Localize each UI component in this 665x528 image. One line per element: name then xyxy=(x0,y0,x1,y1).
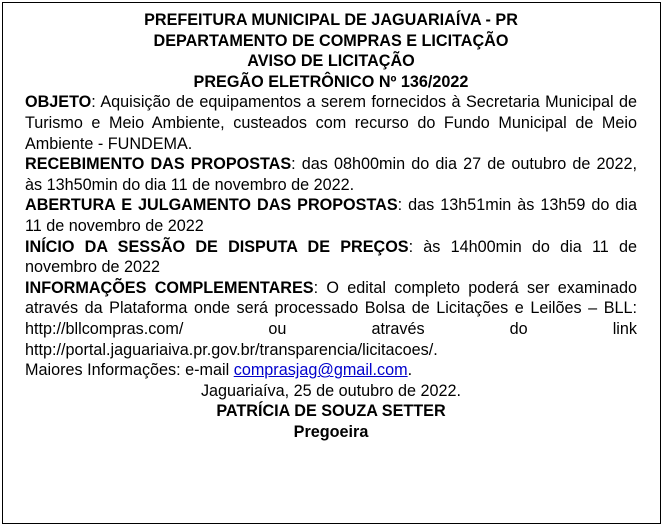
info-paragraph xyxy=(25,278,637,381)
recebimento-paragraph xyxy=(25,154,637,195)
info-label: INFORMAÇÕES COMPLEMENTARES xyxy=(25,278,314,297)
signer-role: Pregoeira xyxy=(293,422,369,441)
objeto-paragraph xyxy=(25,92,637,154)
inicio-label: INÍCIO DA SESSÃO DE DISPUTA DE PREÇOS xyxy=(25,237,409,256)
inicio-paragraph xyxy=(25,237,637,278)
maiores-prefix: Maiores Informações: e-mail xyxy=(25,361,234,380)
header-notice-type: AVISO DE LICITAÇÃO xyxy=(247,52,415,71)
inicio-text: : às 14h00min do dia 11 de novembro de 2022 xyxy=(25,237,637,277)
abertura-label: ABERTURA E JULGAMENTO DAS PROPOSTAS xyxy=(25,196,398,215)
abertura-paragraph xyxy=(25,195,637,236)
email-link[interactable]: comprasjag@gmail.com xyxy=(233,361,408,380)
recebimento-text: : das 08h00min do dia 27 de outubro de 2022, às 13h50min do dia 11 de novembro de 2022. xyxy=(25,155,637,194)
objeto-text: : Aquisição de equipamentos a serem fornecidos à Secretaria Municipal de Turismo e Meio Ambiente, custeados com recurso do Fundo Municipal de Meio Ambiente - FUNDEMA. xyxy=(25,93,637,153)
header-auction-number: PREGÃO ELETRÔNICO Nº 136/2022 xyxy=(193,72,469,91)
signer-name: PATRÍCIA DE SOUZA SETTER xyxy=(216,402,446,421)
recebimento-label: RECEBIMENTO DAS PROPOSTAS xyxy=(25,155,292,174)
header-department: DEPARTAMENTO DE COMPRAS E LICITAÇÃO xyxy=(153,31,509,50)
header-municipality: PREFEITURA MUNICIPAL DE JAGUARIAÍVA - PR xyxy=(144,11,518,29)
notice-date: Jaguariaíva, 25 de outubro de 2022. xyxy=(200,381,462,400)
maiores-suffix: . xyxy=(407,361,413,380)
licitation-notice xyxy=(2,2,661,524)
objeto-label: OBJETO xyxy=(25,93,92,112)
info-text: : O edital completo poderá ser examinado através da Plataforma onde será processado Bolsa de Licitações e Leilões – BLL: http://bllcompras.com/ ou através do link http://portal.jaguariaiva.pr.gov.br/transparencia/licitacoes/. xyxy=(25,278,637,359)
abertura-text: : das 13h51min às 13h59 do dia 11 de novembro de 2022 xyxy=(25,196,637,235)
